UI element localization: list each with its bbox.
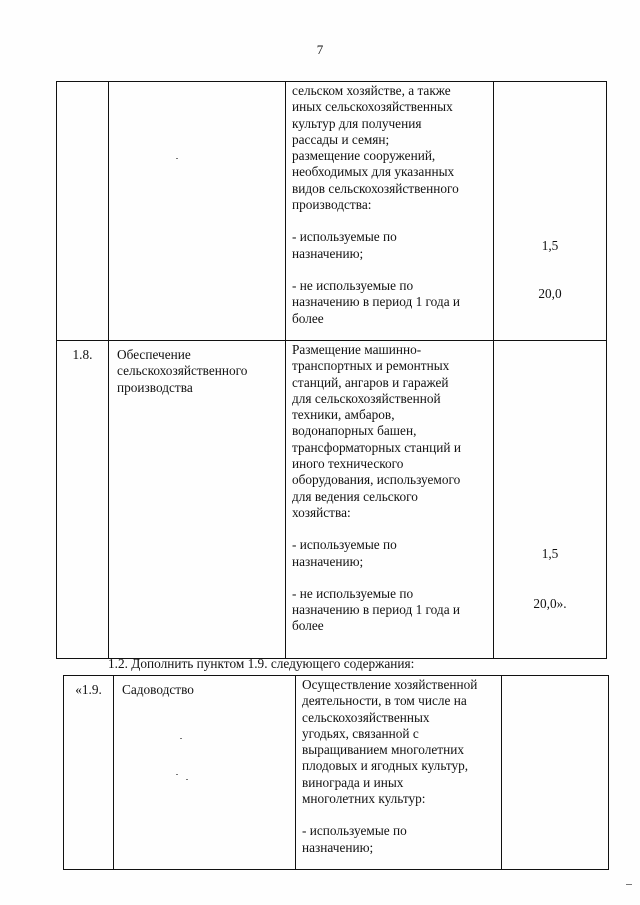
value-cell — [494, 341, 607, 659]
description-line: культур для получения — [292, 115, 422, 131]
value-cell — [502, 676, 609, 870]
description-line: производства: — [292, 197, 372, 213]
item-name-line: производства — [117, 379, 193, 395]
not-used-line: назначению в период 1 года и — [292, 294, 461, 310]
not-used-line: более — [292, 618, 324, 634]
description-line: оборудования, используемого — [292, 472, 461, 488]
used-value: 1,5 — [541, 238, 559, 253]
description-cell — [286, 82, 494, 341]
not-used-line: - не используемые по — [292, 277, 414, 293]
description-line: размещение сооружений, — [292, 148, 436, 164]
not-used-value: 20,0». — [533, 596, 567, 612]
description-line: трансформаторных станций и — [292, 439, 461, 455]
value-cell — [494, 82, 607, 341]
description-line: выращиванием многолетних — [302, 742, 464, 758]
description-line: станций, ангаров и гаражей — [292, 374, 449, 390]
not-used-line: назначению в период 1 года и — [292, 602, 461, 618]
scan-speck — [626, 884, 632, 885]
description-line: деятельности, в том числе на — [302, 693, 467, 709]
item-name-line: сельскохозяйственного — [117, 363, 248, 379]
description-cell — [286, 341, 494, 659]
table-row-1-8 — [57, 341, 607, 659]
description-line: рассады и семян; — [292, 131, 390, 147]
item-name-line: Обеспечение — [117, 347, 191, 362]
item-number: 1.8. — [57, 341, 109, 659]
used-line: - используемые по — [292, 537, 397, 553]
description-line: для сельскохозяйственной — [292, 390, 441, 406]
description-line: Размещение машинно- — [292, 342, 422, 357]
item-name-cell — [109, 341, 286, 659]
description-line: многолетних культур: — [302, 791, 426, 807]
scan-speck — [186, 779, 188, 780]
table-row-continued — [57, 82, 607, 341]
description-line: иных сельскохозяйственных — [292, 99, 453, 115]
used-line: - используемые по — [302, 823, 407, 839]
description-line: видов сельскохозяйственного — [292, 180, 459, 196]
description-line: винограда и иных — [302, 774, 404, 790]
description-line: необходимых для указанных — [292, 164, 455, 180]
description-line: сельскохозяйственных — [302, 709, 430, 725]
land-use-table-new-item — [63, 675, 609, 870]
scan-speck — [180, 738, 182, 739]
used-line: назначению; — [292, 245, 364, 261]
description-line: транспортных и ремонтных — [292, 358, 450, 374]
scan-speck — [176, 158, 178, 159]
number-cell — [57, 82, 109, 341]
description-line: сельском хозяйстве, а также — [292, 83, 451, 98]
name-cell — [109, 82, 286, 341]
description-line: угодьях, связанной с — [302, 725, 419, 741]
used-line: назначению; — [302, 839, 374, 855]
item-number: «1.9. — [64, 676, 114, 870]
not-used-line: - не используемые по — [292, 585, 414, 601]
amendment-instruction: 1.2. Дополнить пунктом 1.9. следующего содержания: — [108, 656, 415, 671]
used-value: 1,5 — [541, 546, 559, 561]
description-line: Осуществление хозяйственной — [302, 677, 478, 692]
used-line: - используемые по — [292, 229, 397, 245]
table-row-1-9 — [64, 676, 609, 870]
not-used-value: 20,0 — [538, 286, 562, 302]
used-line: назначению; — [292, 553, 364, 569]
not-used-line: более — [292, 310, 324, 326]
page-number: 7 — [316, 42, 324, 57]
description-line: водонапорных башен, — [292, 423, 417, 439]
description-line: иного технического — [292, 456, 404, 472]
description-line: техники, амбаров, — [292, 407, 395, 423]
scan-speck — [176, 774, 178, 775]
description-cell — [296, 676, 502, 870]
description-line: хозяйства: — [292, 504, 351, 520]
item-name: Садоводство — [114, 676, 296, 870]
description-line: плодовых и ягодных культур, — [302, 758, 469, 774]
description-line: для ведения сельского — [292, 488, 418, 504]
land-use-table-continued — [56, 81, 607, 659]
